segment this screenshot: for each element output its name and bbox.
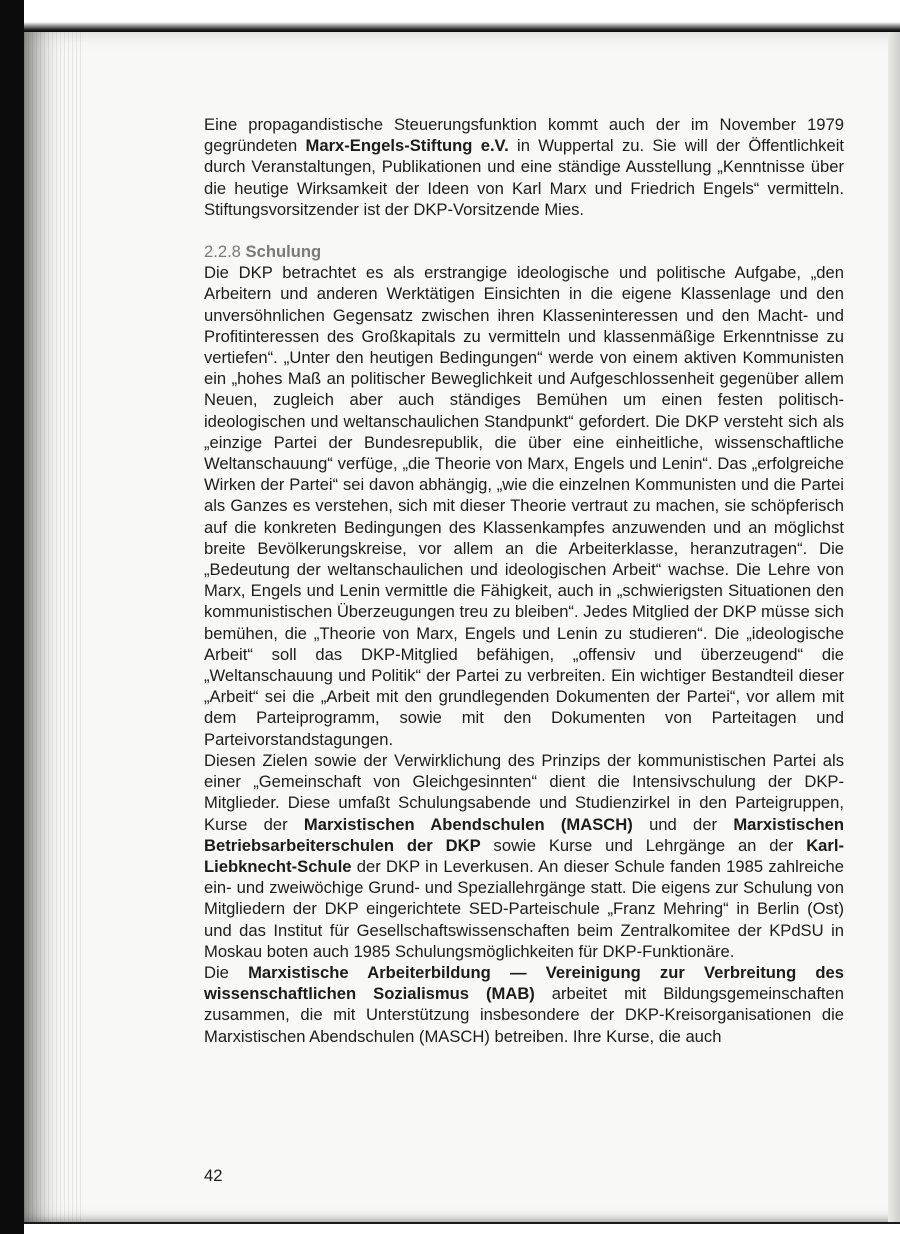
section-heading (204, 241, 844, 262)
term-marx-engels-stiftung: Marx-Engels-Stiftung e.V. (305, 136, 509, 156)
term-betriebsarbeiterschulen: Marxistischen Betriebsarbeiterschulen der DKP (204, 814, 844, 855)
body-text (204, 114, 844, 1047)
paragraph-marx-engels-stiftung: Eine propagandistische Steuerungsfunktion kommt auch der im November 1979 gegründeten Marx-Engels-Stiftung e.V. in Wuppertal zu. Sie will der Öffentlichkeit durch Veranstaltungen, Publikationen und eine ständige Ausstellung „Kenntnisse über die heutige Wirksamkeit der Ideen von Karl Marx und Friedrich Engels“ vermitteln. Stiftungsvorsitzender ist der DKP-Vorsitzende Mies. (204, 115, 845, 219)
term-karl-liebknecht-schule: Karl-Liebknecht-Schule (204, 835, 844, 876)
paragraph-intensivschulung: Diesen Zielen sowie der Verwirklichung des Prinzips der kommunistischen Partei als einer „Gemeinschaft von Gleichgesinnten“ dient die Intensivschulung der DKP-Mitglieder. Diese umfaßt Schulungsabende und Studienzirkel in den Parteigruppen, Kurse der Marxistischen Abendschulen (MASCH) und der Marxistischen Betriebsarbeiterschulen der DKP sowie Kurse und Lehrgänge an der Karl-Liebknecht-Schule der DKP in Leverkusen. An dieser Schule fanden 1985 zahlreiche ein- und zweiwöchige Grund- und Speziallehrgänge statt. Die eigens zur Schulung von Mitgliedern der DKP eingerichtete SED-Parteischule „Franz Mehring“ in Berlin (Ost) und das Institut für Gesellschaftswissenschaften beim Zentralkomitee der KPdSU in Moskau boten auch 1985 Schulungsmöglichkeiten für DKP-Funktionäre. (204, 750, 844, 961)
page-gutter-edge (24, 32, 84, 1222)
paragraph-mab: Die Marxistische Arbeiterbildung — Vereinigung zur Verbreitung des wissenschaftlichen Sozialismus (MAB) arbeitet mit Bildungsgemeinschaften zusammen, die mit Unterstützung insbesondere der DKP-Kreisorganisationen die Marxistischen Abendschulen (MASCH) betreiben. Ihre Kurse, die auch (204, 962, 844, 1046)
paragraph-schulung-aufgabe: Die DKP betrachtet es als erstrangige ideologische und politische Aufgabe, „den Arbeitern und anderen Werktätigen Einsichten in die eigene Klassenlage und den unversöhnlichen Gegensatz zwischen ihren Klasseninteressen und den Macht- und Profitinteressen des Großkapitals zu vermitteln und klassenmäßige Erkenntnisse zu vertiefen“. „Unter den heutigen Bedingungen“ werde von einem aktiven Kommunisten ein „hohes Maß an politischer Beweglichkeit und Aufgeschlossenheit gegenüber allem Neuen, zugleich aber auch ständiges Bemühen um einen festen politisch-ideologischen und weltanschaulichen Standpunkt“ gefordert. Die DKP versteht sich als „einzige Partei der Bundesrepublik, die über eine einheitliche, wissenschaftliche Weltanschauung“ verfüge, „die Theorie von Marx, Engels und Lenin“. Das „erfolgreiche Wirken der Partei“ sei davon abhängig, „wie die einzelnen Kommunisten und die Partei als Ganzes es verstehen, sich mit dieser Theorie vertraut zu machen, sie schöpferisch auf die konkreten Bedingungen des Klassenkampfes anzuwenden und an möglichst breite Bevölkerungskreise, vor allem an die Arbeiterklasse, heranzutragen“. Die „Bedeutung der weltanschaulichen und ideologischen Arbeit“ wachse. Die Lehre von Marx, Engels und Lenin vermittle die Fähigkeit, auch in „schwierigsten Situationen den kommunistischen Überzeugungen treu zu bleiben“. Jedes Mitglied der DKP müsse sich bemühen, die „Theorie von Marx, Engels und Lenin zu studieren“. Die „ideologische Arbeit“ soll das DKP-Mitglied befähigen, „offensiv und überzeugend“ die „Weltanschauung und Politik“ der Partei zu verbreiten. Ein wichtiger Bestandteil dieser „Arbeit“ sei die „Arbeit mit den grundlegenden Dokumenten der Partei“, vor allem mit dem Parteiprogramm, sowie mit den Dokumenten von Parteitagen und Parteivorstandstagungen. (204, 263, 844, 749)
scan-background-top (0, 0, 900, 32)
page-right-edge (888, 32, 900, 1222)
section-title: Schulung (245, 242, 322, 262)
term-masch: Marxistischen Abendschulen (MASCH) (303, 814, 633, 834)
section-number: 2.2.8 (204, 242, 241, 262)
scan-background-left (0, 0, 24, 1234)
term-mab: Marxistische Arbeiterbildung — Vereinigung zur Verbreitung des wissenschaftlichen Sozialismus (MAB) (204, 962, 844, 1004)
page-number: 42 (204, 1166, 223, 1185)
paragraph-gap (204, 220, 844, 241)
